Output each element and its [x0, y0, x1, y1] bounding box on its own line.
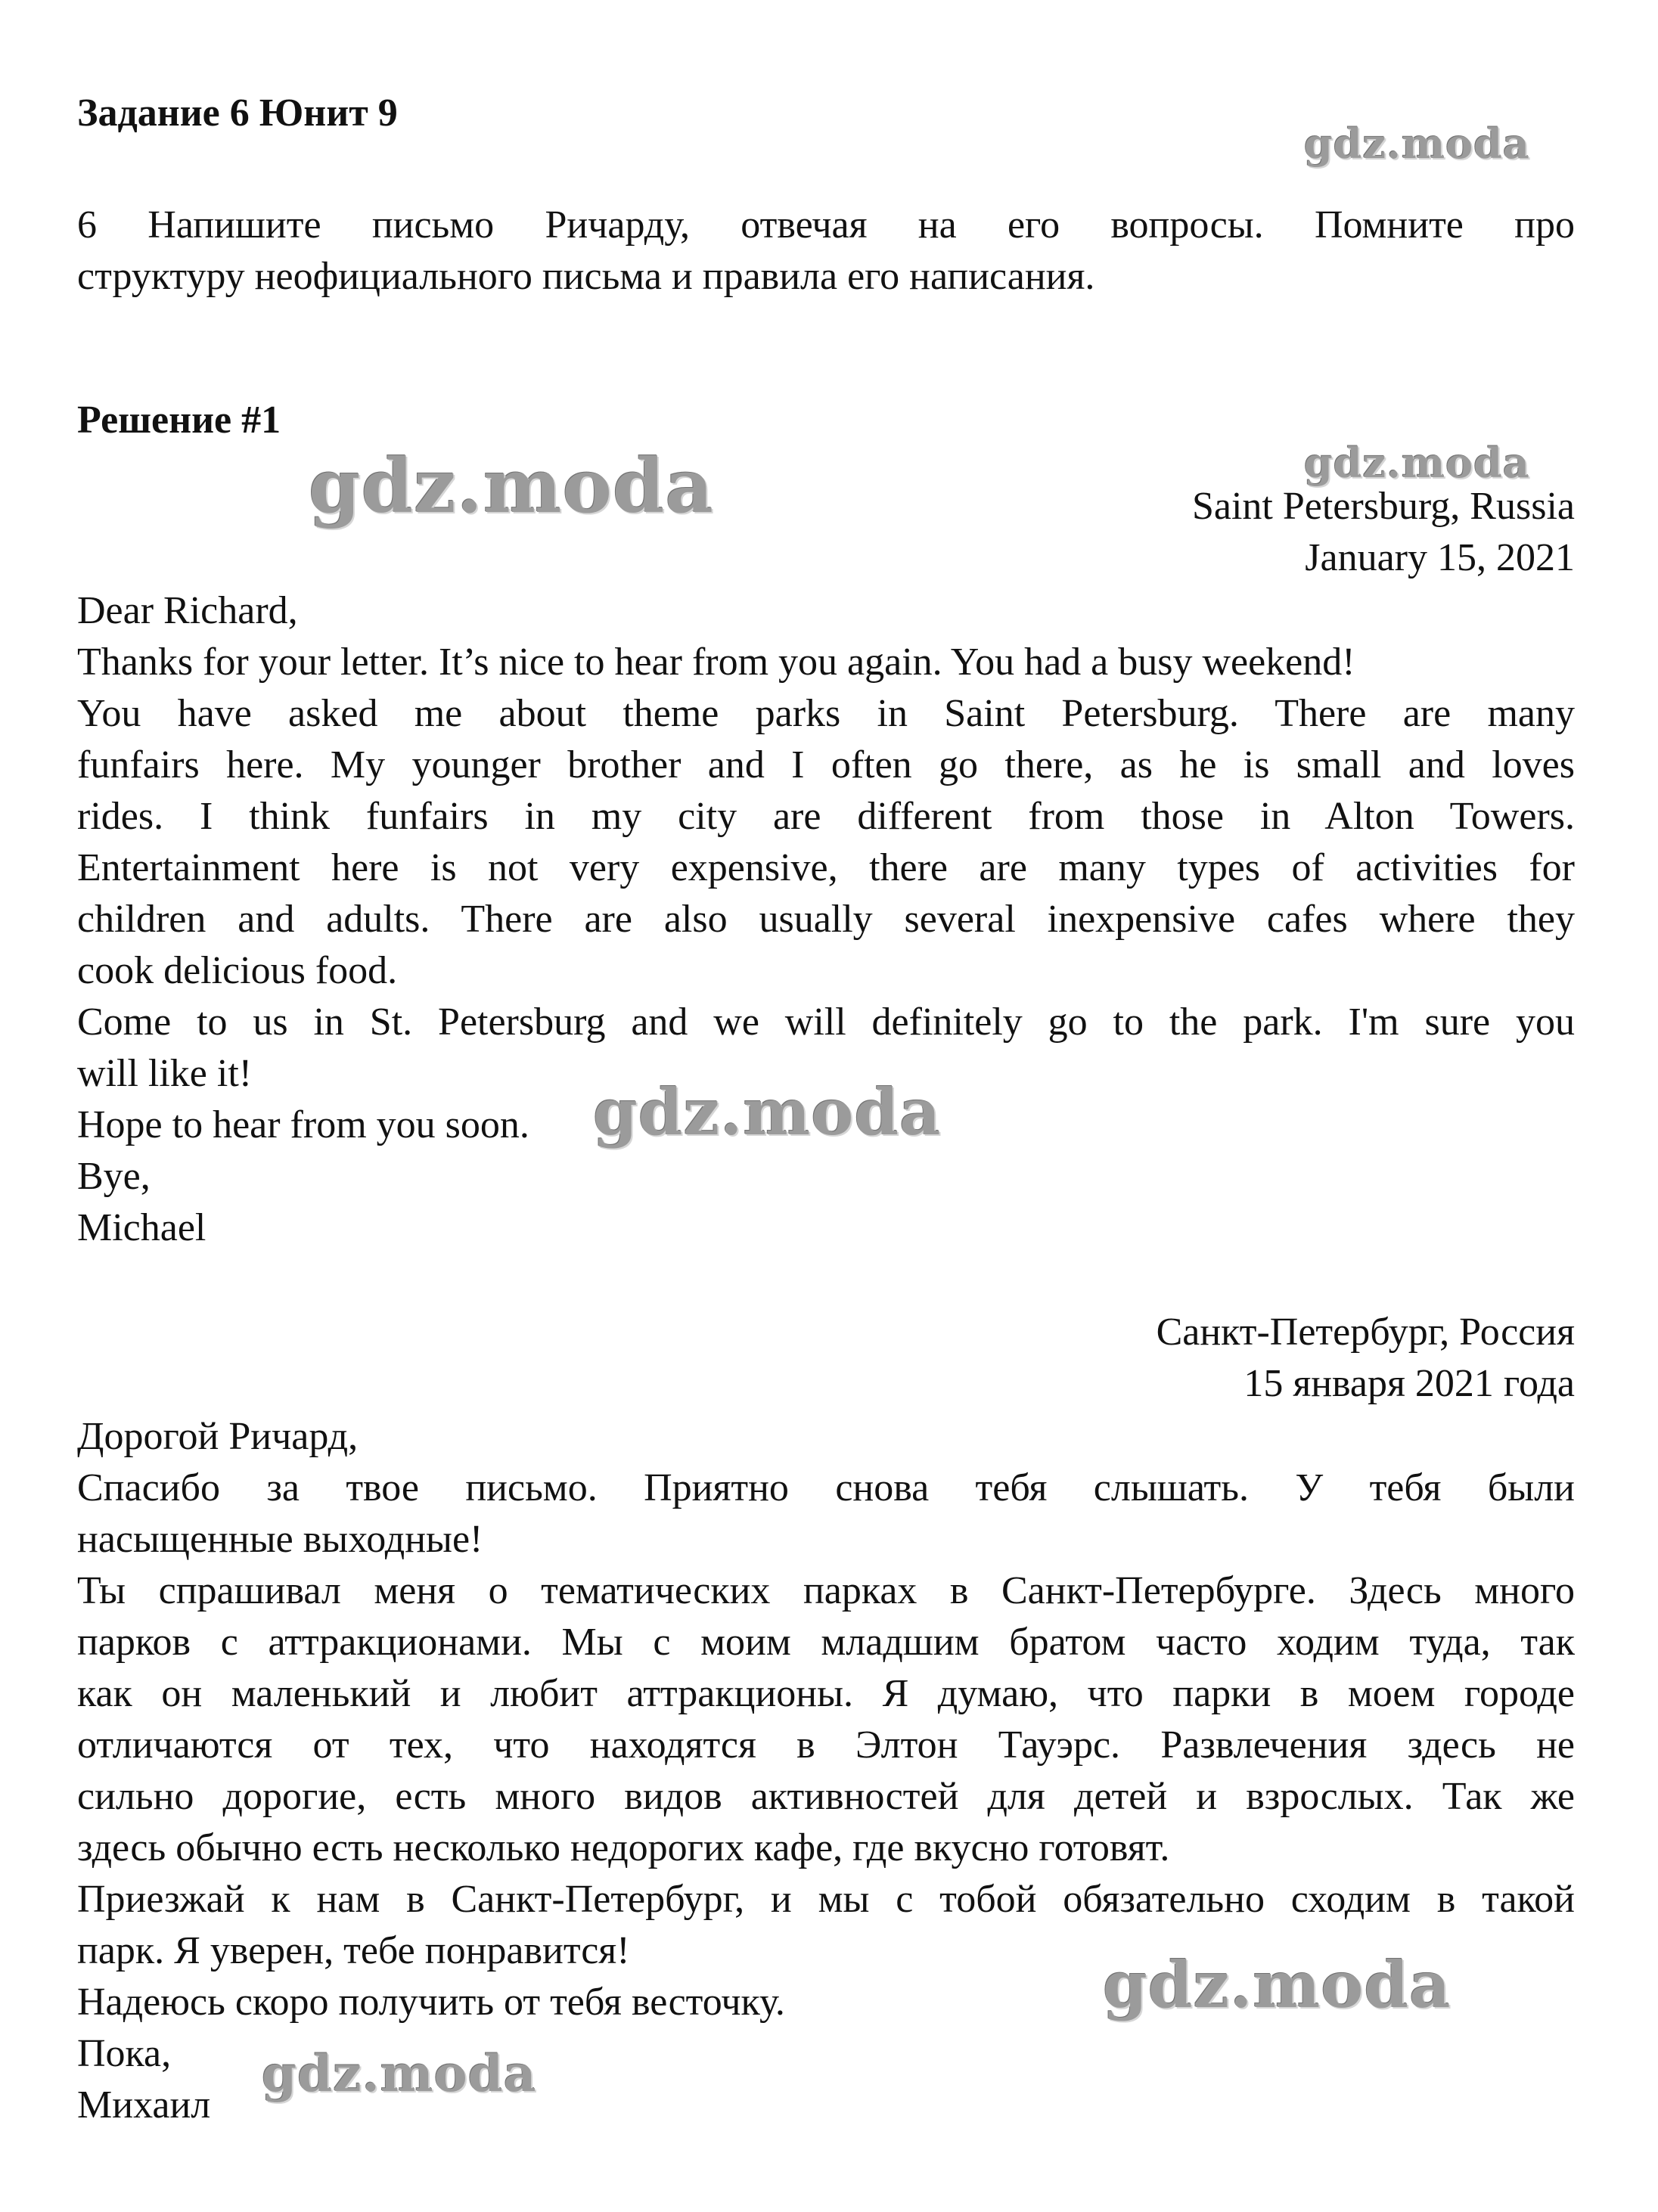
letter-ru-line-8: здесь обычно есть несколько недорогих кафе, где вкусно готовят.: [77, 1826, 1170, 1869]
letter-ru-line-1: Спасибо за твое письмо. Приятно снова тебя слышать. У тебя были: [77, 1466, 1575, 1509]
letter-ru-signature: Михаил: [77, 2083, 211, 2127]
letter-ru-greeting: Дорогой Ричард,: [77, 1415, 359, 1458]
task-title: Задание 6 Юнит 9: [77, 92, 398, 135]
letter-en-line-9: will like it!: [77, 1052, 253, 1095]
watermark-solution: gdz.moda: [309, 443, 714, 530]
letter-en-line-7: cook delicious food.: [77, 949, 398, 992]
letter-en-line-3: funfairs here. My younger brother and I often go there, as he is small and loves: [77, 743, 1575, 786]
letter-ru-line-11: Надеюсь скоро получить от тебя весточку.: [77, 1981, 785, 2024]
letter-ru-line-4: парков с аттракционами. Мы с моим младшим братом часто ходим туда, так: [77, 1621, 1575, 1664]
letter-en-line-5: Entertainment here is not very expensive, there are many types of activities for: [77, 846, 1575, 889]
letter-en-signature: Michael: [77, 1206, 206, 1249]
letter-en-line-6: children and adults. There are also usually several inexpensive cafes where they: [77, 898, 1575, 941]
letter-ru-line-2: насыщенные выходные!: [77, 1518, 483, 1561]
watermark-top-right: gdz.moda: [1304, 119, 1530, 168]
watermark-bottom: gdz.moda: [262, 2044, 537, 2103]
letter-en-line-2: You have asked me about theme parks in Saint Petersburg. There are many: [77, 692, 1575, 735]
document-page: [77, 0, 1575, 2212]
letter-ru-signoff: Пока,: [77, 2032, 172, 2075]
letter-en-signoff: Bye,: [77, 1155, 151, 1198]
letter-en-line-10: Hope to hear from you soon.: [77, 1103, 529, 1146]
letter-en-greeting: Dear Richard,: [77, 589, 298, 632]
letter-ru-date: 15 января 2021 года: [1244, 1362, 1575, 1405]
watermark-letter-en: gdz.moda: [593, 1075, 942, 1149]
letter-ru-line-5: как он маленький и любит аттракционы. Я думаю, что парки в моем городе: [77, 1672, 1575, 1715]
letter-ru-line-7: сильно дорогие, есть много видов активностей для детей и взрослых. Так же: [77, 1775, 1575, 1818]
letter-ru-place: Санкт-Петербург, Россия: [1156, 1311, 1575, 1354]
watermark-address: gdz.moda: [1304, 439, 1530, 487]
letter-en-line-8: Come to us in St. Petersburg and we will definitely go to the park. I'm sure you: [77, 1001, 1575, 1044]
watermark-letter-ru: gdz.moda: [1103, 1947, 1452, 2022]
letter-ru-line-6: отличаются от тех, что находятся в Элтон Тауэрс. Развлечения здесь не: [77, 1723, 1575, 1767]
letter-en-line-1: Thanks for your letter. It’s nice to hear from you again. You had a busy weekend!: [77, 641, 1355, 684]
letter-ru-line-10: парк. Я уверен, тебе понравится!: [77, 1929, 630, 1972]
letter-ru-line-9: Приезжай к нам в Санкт-Петербург, и мы с тобой обязательно сходим в такой: [77, 1878, 1575, 1921]
solution-heading: Решение #1: [77, 399, 281, 442]
instruction-line-1: 6 Напишите письмо Ричарду, отвечая на его вопросы. Помните про: [77, 203, 1575, 247]
instruction-line-2: структуру неофициального письма и правила его написания.: [77, 255, 1095, 298]
letter-en-line-4: rides. I think funfairs in my city are different from those in Alton Towers.: [77, 795, 1575, 838]
letter-en-place: Saint Petersburg, Russia: [1191, 485, 1575, 528]
letter-en-date: January 15, 2021: [1305, 536, 1575, 579]
letter-ru-line-3: Ты спрашивал меня о тематических парках в Санкт-Петербурге. Здесь много: [77, 1569, 1575, 1612]
